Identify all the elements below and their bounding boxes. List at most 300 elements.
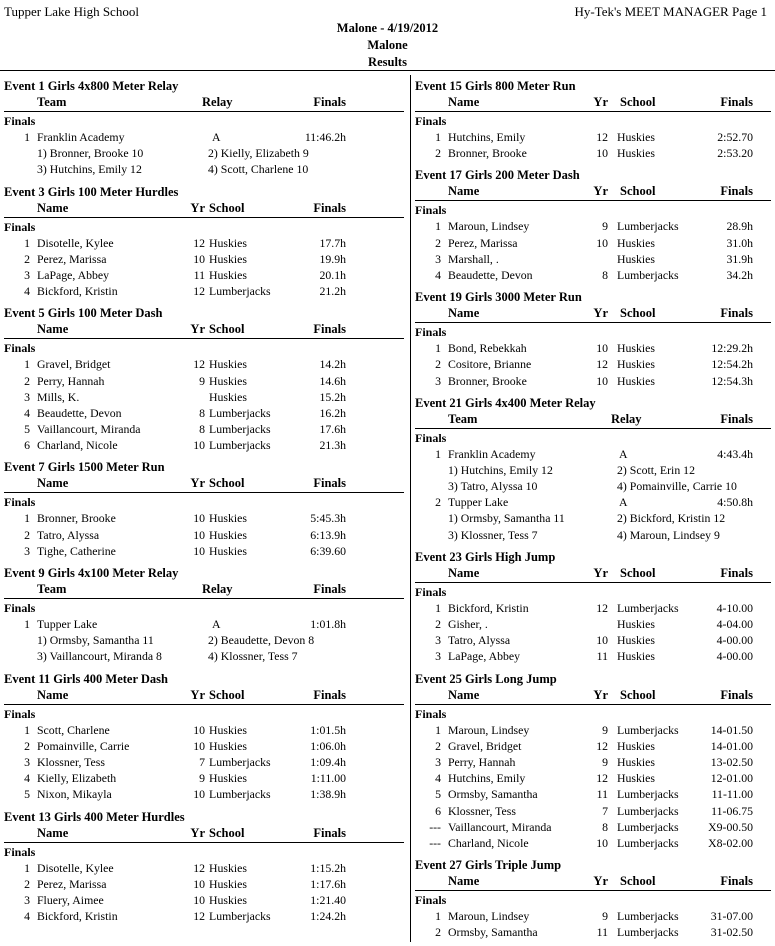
school: Huskies	[617, 738, 656, 753]
column-header-row	[415, 184, 771, 201]
column-header-relay: Relay	[611, 411, 642, 426]
school: Huskies	[617, 130, 656, 144]
place: 1	[435, 722, 441, 737]
event-block	[4, 671, 404, 803]
athlete-name: Gravel, Bridget	[37, 357, 111, 372]
athlete-name: Tatro, Alyssa	[37, 527, 100, 542]
athlete-year: 8	[199, 422, 205, 437]
column-header-yr: Yr	[593, 306, 608, 321]
athlete-name: Ormsby, Samantha	[448, 925, 538, 940]
finals-mark: 14-01.50	[710, 722, 753, 737]
result-row	[4, 356, 404, 372]
athlete-year: 11	[596, 649, 608, 664]
athlete-name: LaPage, Abbey	[448, 649, 521, 664]
finals-mark: 4:43.4h	[717, 446, 753, 461]
finals-mark: 13-02.50	[710, 754, 753, 769]
section-label: Finals	[4, 601, 36, 615]
section-label: Finals	[4, 219, 36, 234]
result-row	[415, 786, 771, 802]
event-title: Event 7 Girls 1500 Meter Run	[4, 460, 165, 475]
column-header-row	[415, 412, 771, 429]
finals-mark: 2:52.70	[717, 130, 753, 144]
event-block	[415, 549, 771, 665]
column-header-finals: Finals	[313, 582, 346, 596]
result-row	[4, 437, 404, 453]
place: 1	[24, 235, 30, 250]
column-header-finals: Finals	[720, 687, 753, 702]
result-row	[4, 770, 404, 786]
place: ---	[429, 819, 441, 834]
place: 3	[435, 251, 441, 266]
athlete-name: Tatro, Alyssa	[448, 633, 511, 648]
school: Huskies	[209, 389, 248, 404]
school: Lumberjacks	[617, 835, 679, 850]
finals-mark: 1:24.2h	[310, 909, 346, 924]
event-block	[415, 671, 771, 852]
athlete-year: 10	[193, 511, 205, 526]
event-block	[415, 289, 771, 389]
relay-leg: 4) Scott, Charlene 10	[208, 162, 309, 177]
section-label: Finals	[415, 584, 447, 599]
relay-leg: 1) Ormsby, Samantha 11	[37, 633, 154, 648]
place: 3	[435, 754, 441, 769]
athlete-name: Bickford, Kristin	[448, 600, 529, 615]
athlete-year: 10	[596, 341, 608, 356]
result-row	[415, 218, 771, 234]
column-header-finals: Finals	[720, 874, 753, 889]
column-header-name: Name	[37, 687, 69, 702]
finals-mark: 2:53.20	[717, 146, 753, 161]
athlete-year: 10	[193, 738, 205, 753]
finals-mark: 31.9h	[726, 251, 753, 266]
relay-leg: 3) Klossner, Tess 7	[448, 527, 538, 542]
finals-mark: 14.6h	[319, 373, 346, 388]
column-header-name: Name	[37, 322, 69, 337]
place: 6	[435, 803, 441, 818]
finals-mark: 15.2h	[319, 389, 346, 404]
column-header-finals: Finals	[720, 95, 753, 109]
school: Huskies	[617, 235, 656, 250]
finals-mark: 34.2h	[726, 267, 753, 282]
place: 2	[435, 495, 441, 510]
place: 3	[24, 892, 30, 907]
column-header-finals: Finals	[313, 95, 346, 109]
finals-mark: 14.2h	[319, 357, 346, 372]
athlete-year: 12	[193, 284, 205, 299]
section-label: Finals	[415, 114, 447, 128]
event-title: Event 19 Girls 3000 Meter Run	[415, 290, 582, 305]
relay-leg: 3) Tatro, Alyssa 10	[448, 479, 538, 494]
school: Huskies	[617, 633, 656, 648]
result-row	[415, 924, 771, 940]
column-header-school: School	[620, 687, 656, 702]
relay-letter: A	[619, 495, 628, 510]
team-name: Tupper Lake	[448, 495, 509, 510]
event-block	[415, 395, 771, 543]
athlete-year: 10	[193, 787, 205, 802]
athlete-year: 7	[602, 803, 608, 818]
athlete-name: Bronner, Brooke	[448, 146, 527, 161]
place: 5	[435, 787, 441, 802]
results-subtitle: Results	[368, 55, 407, 69]
column-header-finals: Finals	[313, 825, 346, 840]
athlete-name: Hutchins, Emily	[448, 130, 526, 144]
section-label: Finals	[415, 325, 447, 340]
school: Huskies	[209, 771, 248, 786]
school: Lumberjacks	[209, 422, 271, 437]
column-header-school: School	[209, 476, 245, 491]
place: 1	[435, 341, 441, 356]
finals-mark: 12:54.2h	[711, 357, 753, 372]
athlete-name: Pomainville, Carrie	[37, 738, 130, 753]
result-row	[4, 405, 404, 421]
athlete-year: 10	[193, 543, 205, 558]
place: 3	[24, 543, 30, 558]
athlete-name: Bickford, Kristin	[37, 284, 118, 299]
place: 2	[435, 617, 441, 631]
athlete-year: 9	[602, 219, 608, 234]
column-header-row	[415, 95, 771, 112]
result-row	[415, 738, 771, 754]
result-row	[4, 421, 404, 437]
column-header-name: Name	[448, 874, 480, 889]
event-block	[4, 78, 404, 178]
event-title: Event 27 Girls Triple Jump	[415, 858, 562, 873]
relay-leg-row	[4, 161, 404, 177]
athlete-year: 9	[602, 722, 608, 737]
column-header-row	[4, 582, 404, 599]
column-divider	[410, 75, 411, 942]
place: 2	[24, 527, 30, 542]
column-header-team: Team	[37, 95, 67, 109]
result-row	[415, 600, 771, 616]
column-header-name: Name	[448, 565, 480, 580]
place: 5	[24, 422, 30, 437]
finals-mark: 1:11.00	[310, 771, 346, 786]
column-header-school: School	[209, 687, 245, 702]
school: Huskies	[617, 373, 656, 388]
column-header-school: School	[209, 825, 245, 840]
athlete-year: 7	[199, 754, 205, 769]
finals-mark: 4-10.00	[716, 600, 753, 615]
result-row	[415, 754, 771, 770]
event-title: Event 13 Girls 400 Meter Hurdles	[4, 809, 185, 824]
meet-location: Malone	[367, 38, 408, 52]
result-row	[4, 876, 404, 892]
place: 2	[24, 876, 30, 891]
result-row	[415, 267, 771, 283]
school: Lumberjacks	[617, 909, 679, 924]
column-header-relay: Relay	[202, 95, 233, 109]
athlete-year: 10	[596, 373, 608, 388]
finals-mark: 4-00.00	[716, 649, 753, 664]
school: Huskies	[617, 251, 656, 266]
athlete-year: 12	[193, 235, 205, 250]
relay-leg: 2) Beaudette, Devon 8	[208, 633, 315, 648]
school: Huskies	[209, 527, 248, 542]
result-row	[4, 738, 404, 754]
school: Huskies	[209, 860, 248, 875]
result-row	[4, 510, 404, 526]
column-header-yr: Yr	[190, 476, 205, 491]
finals-mark: 17.7h	[319, 235, 346, 250]
column-header-relay: Relay	[202, 582, 233, 596]
right-column	[415, 78, 771, 946]
place: ---	[429, 835, 441, 850]
finals-mark: 1:17.6h	[310, 876, 346, 891]
school: Lumberjacks	[209, 284, 271, 299]
athlete-name: Klossner, Tess	[37, 754, 105, 769]
column-header-row	[4, 688, 404, 705]
event-title: Event 3 Girls 100 Meter Hurdles	[4, 184, 179, 199]
result-row	[4, 722, 404, 738]
column-header-finals: Finals	[720, 184, 753, 199]
column-header-yr: Yr	[593, 95, 608, 109]
result-row	[415, 648, 771, 664]
column-header-team: Team	[37, 582, 67, 596]
event-title: Event 11 Girls 400 Meter Dash	[4, 671, 168, 686]
school: Lumberjacks	[617, 722, 679, 737]
event-block	[415, 857, 771, 940]
column-header-row	[415, 306, 771, 323]
school: Lumberjacks	[617, 267, 679, 282]
column-header-name: Name	[448, 95, 480, 109]
section-label: Finals	[415, 203, 447, 218]
school: Huskies	[617, 341, 656, 356]
column-header-school: School	[620, 565, 656, 580]
place: 4	[24, 771, 30, 786]
event-block	[4, 305, 404, 453]
school-name: Tupper Lake High School	[4, 4, 139, 19]
event-title: Event 21 Girls 4x400 Meter Relay	[415, 395, 596, 410]
athlete-year: 12	[596, 130, 608, 144]
column-header-finals: Finals	[720, 411, 753, 426]
school: Huskies	[209, 876, 248, 891]
place: 3	[24, 389, 30, 404]
column-header-name: Name	[448, 184, 480, 199]
finals-mark: 19.9h	[319, 251, 346, 266]
athlete-name: Mills, K.	[37, 389, 80, 404]
finals-mark: 1:21.40	[310, 892, 346, 907]
column-header-yr: Yr	[593, 874, 608, 889]
athlete-name: Beaudette, Devon	[37, 405, 122, 420]
finals-mark: 1:15.2h	[310, 860, 346, 875]
column-header-school: School	[620, 184, 656, 199]
athlete-year: 10	[193, 876, 205, 891]
athlete-name: Marshall, .	[448, 251, 499, 266]
athlete-year: 12	[596, 771, 608, 786]
column-header-row	[4, 95, 404, 112]
place: 1	[24, 511, 30, 526]
athlete-year: 12	[193, 909, 205, 924]
relay-leg-row	[415, 478, 771, 494]
athlete-name: Tighe, Catherine	[37, 543, 116, 558]
result-row	[4, 373, 404, 389]
athlete-year: 10	[193, 438, 205, 453]
school: Huskies	[209, 235, 248, 250]
relay-letter: A	[212, 617, 221, 631]
event-title: Event 1 Girls 4x800 Meter Relay	[4, 79, 179, 93]
place: 2	[24, 373, 30, 388]
finals-mark: 4-00.00	[716, 633, 753, 648]
column-header-school: School	[620, 306, 656, 321]
result-row	[415, 129, 771, 145]
relay-leg-row	[415, 510, 771, 526]
school: Huskies	[209, 722, 248, 737]
athlete-name: Disotelle, Kylee	[37, 860, 114, 875]
athlete-year: 10	[596, 146, 608, 161]
event-block	[415, 167, 771, 283]
event-title: Event 15 Girls 800 Meter Run	[415, 79, 576, 93]
place: 4	[435, 267, 441, 282]
place: 5	[24, 787, 30, 802]
relay-leg: 4) Pomainville, Carrie 10	[617, 479, 737, 494]
athlete-year: 11	[596, 925, 608, 940]
result-row	[415, 770, 771, 786]
finals-mark: 4-04.00	[716, 617, 753, 631]
school: Huskies	[209, 357, 248, 372]
relay-leg-row	[4, 648, 404, 664]
school: Huskies	[209, 373, 248, 388]
column-header-row	[415, 874, 771, 891]
place: 4	[24, 909, 30, 924]
athlete-name: LaPage, Abbey	[37, 267, 110, 282]
athlete-year: 9	[199, 771, 205, 786]
result-row	[415, 616, 771, 632]
athlete-year: 8	[199, 405, 205, 420]
athlete-name: Scott, Charlene	[37, 722, 110, 737]
software-page: Hy-Tek's MEET MANAGER Page 1	[574, 4, 767, 19]
place: 4	[24, 284, 30, 299]
column-header-name: Name	[37, 200, 69, 215]
finals-mark: 31-07.00	[710, 909, 753, 924]
result-row	[4, 786, 404, 802]
place: 3	[24, 267, 30, 282]
column-header-row	[4, 826, 404, 843]
athlete-year: 12	[193, 860, 205, 875]
column-header-row	[415, 688, 771, 705]
finals-mark: 31-02.50	[710, 925, 753, 940]
athlete-name: Beaudette, Devon	[448, 267, 533, 282]
event-title: Event 9 Girls 4x100 Meter Relay	[4, 566, 179, 580]
section-label: Finals	[4, 114, 36, 128]
place: 1	[435, 219, 441, 234]
column-header-yr: Yr	[190, 200, 205, 215]
finals-mark: 1:06.0h	[310, 738, 346, 753]
athlete-name: Vaillancourt, Miranda	[448, 819, 552, 834]
result-row	[415, 632, 771, 648]
athlete-name: Charland, Nicole	[448, 835, 529, 850]
column-header-row	[4, 322, 404, 339]
athlete-name: Charland, Nicole	[37, 438, 118, 453]
finals-mark: 6:39.60	[310, 543, 346, 558]
result-row	[4, 754, 404, 770]
school: Huskies	[617, 771, 656, 786]
athlete-year: 10	[193, 251, 205, 266]
school: Lumberjacks	[617, 819, 679, 834]
section-label: Finals	[415, 706, 447, 721]
place: 1	[435, 600, 441, 615]
relay-team-row	[415, 494, 771, 510]
relay-team-row	[4, 129, 404, 145]
column-header-school: School	[209, 200, 245, 215]
athlete-name: Perry, Hannah	[448, 754, 516, 769]
relay-leg: 4) Klossner, Tess 7	[208, 649, 298, 664]
school: Huskies	[617, 617, 656, 631]
athlete-name: Maroun, Lindsey	[448, 219, 530, 234]
column-header-team: Team	[448, 411, 478, 426]
finals-mark: 12:54.3h	[711, 373, 753, 388]
finals-mark: X9-00.50	[708, 819, 753, 834]
result-row	[415, 340, 771, 356]
place: 3	[435, 633, 441, 648]
column-header-name: Name	[37, 476, 69, 491]
place: 4	[435, 771, 441, 786]
event-block	[4, 459, 404, 559]
school: Lumberjacks	[617, 600, 679, 615]
place: 2	[435, 738, 441, 753]
column-header-yr: Yr	[190, 687, 205, 702]
finals-mark: 21.3h	[319, 438, 346, 453]
event-title: Event 25 Girls Long Jump	[415, 671, 557, 686]
athlete-year: 11	[193, 267, 205, 282]
athlete-year: 10	[193, 892, 205, 907]
athlete-year: 10	[193, 527, 205, 542]
result-row	[4, 267, 404, 283]
place: 2	[435, 925, 441, 940]
section-label: Finals	[4, 844, 36, 859]
relay-team-row	[415, 446, 771, 462]
school: Lumberjacks	[209, 909, 271, 924]
school: Huskies	[209, 892, 248, 907]
column-header-yr: Yr	[593, 565, 608, 580]
athlete-name: Ormsby, Samantha	[448, 787, 538, 802]
relay-leg-row	[415, 527, 771, 543]
place: 4	[24, 405, 30, 420]
section-label: Finals	[4, 706, 36, 721]
relay-leg: 4) Maroun, Lindsey 9	[617, 527, 720, 542]
school: Lumberjacks	[617, 787, 679, 802]
relay-leg: 2) Kielly, Elizabeth 9	[208, 146, 309, 161]
finals-mark: 28.9h	[726, 219, 753, 234]
column-header-name: Name	[37, 825, 69, 840]
column-header-name: Name	[448, 687, 480, 702]
athlete-year: 12	[596, 600, 608, 615]
result-row	[4, 235, 404, 251]
finals-mark: 20.1h	[319, 267, 346, 282]
athlete-year: 12	[193, 357, 205, 372]
school: Huskies	[209, 543, 248, 558]
relay-leg: 2) Bickford, Kristin 12	[617, 511, 726, 526]
school: Huskies	[209, 267, 248, 282]
column-header-finals: Finals	[313, 200, 346, 215]
athlete-year: 10	[193, 722, 205, 737]
place: 1	[24, 617, 30, 631]
place: 1	[24, 130, 30, 144]
school: Lumberjacks	[617, 925, 679, 940]
athlete-name: Kielly, Elizabeth	[37, 771, 117, 786]
team-name: Franklin Academy	[37, 130, 125, 144]
place: 2	[435, 235, 441, 250]
place: 2	[24, 251, 30, 266]
school: Lumberjacks	[209, 754, 271, 769]
result-row	[4, 527, 404, 543]
column-header-finals: Finals	[720, 306, 753, 321]
relay-leg-row	[4, 145, 404, 161]
place: 1	[435, 909, 441, 924]
school: Huskies	[209, 251, 248, 266]
athlete-name: Bickford, Kristin	[37, 909, 118, 924]
